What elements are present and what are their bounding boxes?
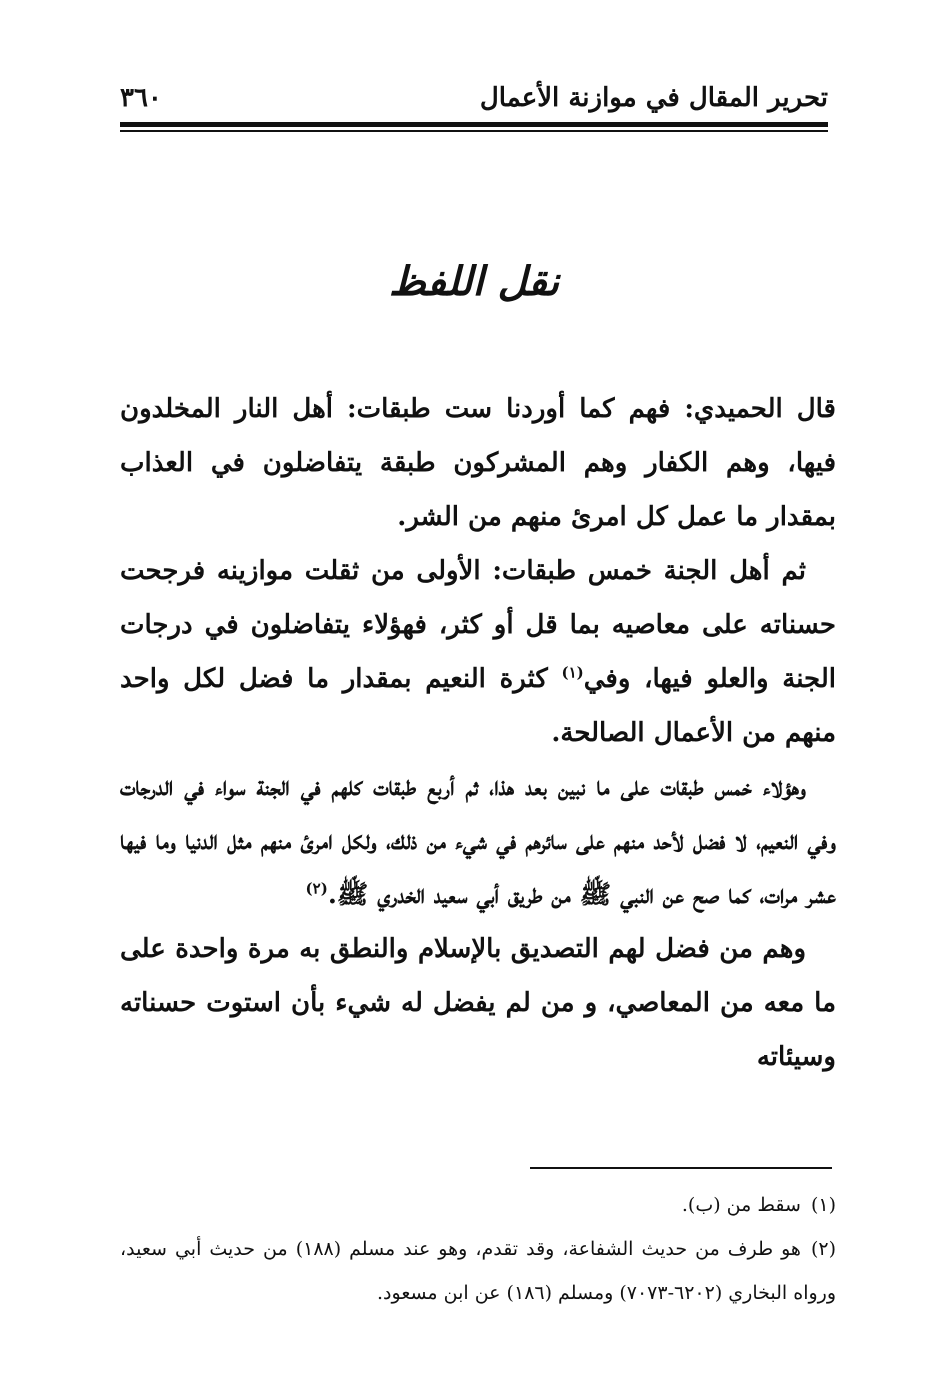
- body-text: [120, 382, 836, 1084]
- paragraph-1: قال الحميدي: فهم كما أوردنا ست طبقات: أهل النار المخلدون فيها، وهم الكفار وهم المشركون طبقة يتفاضلون في العذاب بمقدار ما عمل كل امرئ منهم من الشر.: [120, 394, 836, 532]
- header-rule: [120, 122, 828, 127]
- footnote-text: سقط من (ب).: [681, 1194, 801, 1216]
- paragraph-2-text-b: كثرة النعيم بمقدار ما فضل لكل واحد منهم من الأعمال الصالحة.: [120, 664, 836, 748]
- paragraph-4: وهم من فضل لهم التصديق بالإسلام والنطق به مرة واحدة على ما معه من المعاصي، و من لم يفضل له شيء بأن استوت حسناته وسيئاته: [120, 934, 836, 1072]
- footnote-separator: [530, 1167, 832, 1169]
- footnote-1: [120, 1183, 836, 1227]
- header-rule-secondary: [120, 130, 828, 132]
- running-title: تحرير المقال في موازنة الأعمال: [479, 83, 828, 113]
- footnote-number: (٢): [810, 1238, 836, 1260]
- paragraph-2: [120, 544, 836, 760]
- paragraph-2-text-a: ثم أهل الجنة خمس طبقات: الأولى من ثقلت موازينه فرجحت حسناته على معاصيه بما قل أو كثر، فهؤلاء يتفاضلون في درجات الجنة والعلو فيها، وفي: [120, 556, 836, 694]
- section-title: نقل اللفظ: [388, 258, 560, 305]
- page-number: ٣٦٠: [120, 83, 162, 113]
- footnote-ref-1: (١): [561, 663, 584, 682]
- paragraph-3: [120, 760, 836, 922]
- footnote-ref-2: (٢): [305, 879, 328, 898]
- footnotes: [120, 1183, 836, 1315]
- footnote-number: (١): [810, 1194, 836, 1216]
- page-header: [120, 78, 828, 118]
- paragraph-3-text: وهؤلاء خمس طبقات على ما نبين بعد هذا، ثم أربع طبقات كلهم في الجنة سواء في الدرجات وفي النعيم، لا فضل لأحد منهم على سائرهم في شيء من ذلك، ولكل امرئ منهم مثل الدنيا وما فيها عشر مرات، كما صح عن النبي ﷺ من طريق أبي سعيد الخدري ﷺ.: [120, 772, 836, 910]
- footnote-2: [120, 1227, 836, 1315]
- footnote-text: هو طرف من حديث الشفاعة، وقد تقدم، وهو عند مسلم (١٨٨) من حديث أبي سعيد، ورواه البخاري (٦٢٠٢-٧٠٧٣) ومسلم (١٨٦) عن ابن مسعود.: [120, 1238, 836, 1304]
